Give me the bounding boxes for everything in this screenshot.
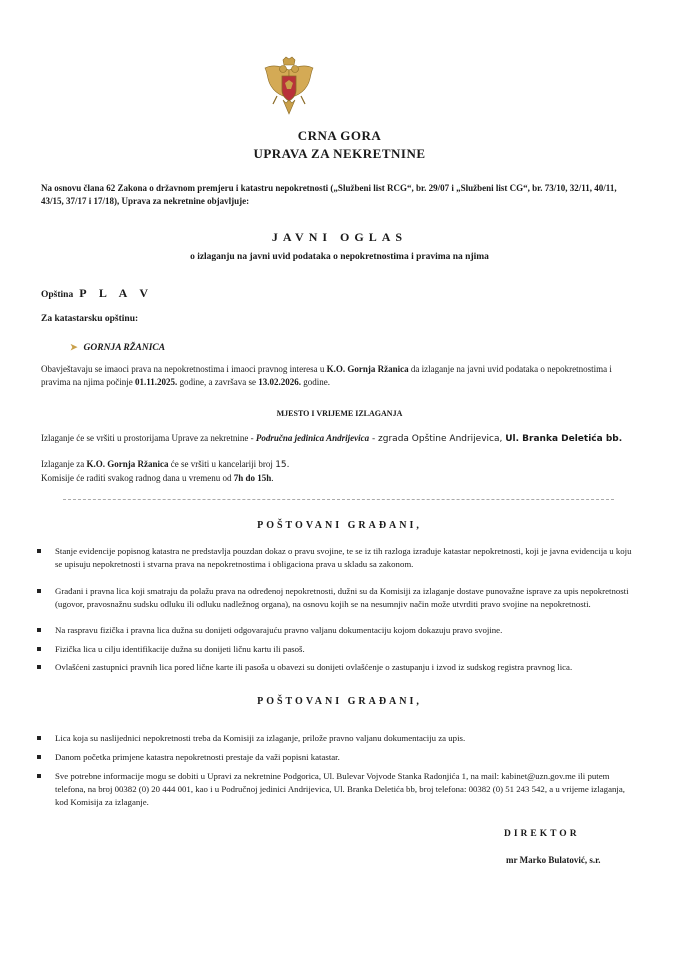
cadastral-name: GORNJA RŽANICA bbox=[83, 343, 166, 353]
location-line-3 bbox=[41, 472, 639, 485]
municipality-label: Opština bbox=[41, 290, 74, 300]
bullet-icon bbox=[37, 665, 41, 669]
municipality-name: P L A V bbox=[79, 286, 154, 300]
double-headed-eagle-icon bbox=[263, 56, 315, 118]
location-text-2c: će se vršiti u kancelariji broj bbox=[168, 459, 276, 469]
location-text-2a: Izlaganje za bbox=[41, 459, 87, 469]
location-heading: MJESTO I VRIJEME IZLAGANJA bbox=[276, 409, 403, 418]
announcement-text-2: da izlaganje na javni uvid podataka o nepokretnostima i pravima na njima počinje bbox=[41, 364, 612, 387]
start-date: 01.11.2025. bbox=[134, 377, 178, 387]
bullet-icon bbox=[37, 736, 41, 740]
section-divider bbox=[63, 499, 614, 500]
country-title: CRNA GORA bbox=[297, 128, 382, 143]
announcement-paragraph bbox=[41, 363, 639, 389]
announcement-text-4: godine. bbox=[300, 377, 330, 387]
location-text-3a: Komisije će raditi svakog radnog dana u vremenu od bbox=[41, 473, 234, 483]
bullet-icon bbox=[37, 589, 41, 593]
signature-name: mr Marko Bulatović, s.r. bbox=[506, 855, 601, 865]
location-unit: Područna jedinica Andrijevica bbox=[255, 433, 370, 443]
office-number: 15. bbox=[275, 460, 290, 470]
bullet-icon bbox=[37, 647, 41, 651]
end-date: 13.02.2026. bbox=[258, 377, 301, 387]
section2-heading: POŠTOVANI GRAĐANI, bbox=[257, 696, 422, 707]
working-hours: 7h do 15h bbox=[233, 473, 272, 483]
signature-title: DIREKTOR bbox=[504, 829, 580, 839]
bullet-icon bbox=[37, 774, 41, 778]
legal-basis-paragraph: Na osnovu člana 62 Zakona o državnom premjeru i katastru nepokretnosti („Službeni list RCG“, br. 29/07 i „Službeni list CG“, br. 73/10, 32/11, 40/11, 43/15, 37/17 i 17/18), Uprava za nekretnine objavljuje: bbox=[41, 183, 617, 206]
bullet-icon bbox=[37, 549, 41, 553]
notice-subtitle: o izlaganju na javni uvid podataka o nepokretnostima i pravima na njima bbox=[190, 252, 489, 262]
announcement-text-3: godine, a završava se bbox=[177, 377, 259, 387]
announcement-text-1: Obavještavaju se imaoci prava na nepokretnostima i imaoci pravnog interesa u bbox=[41, 364, 327, 374]
location-street: Ul. Branka Deletića bb. bbox=[505, 434, 623, 444]
cadastral-label: Za katastarsku opštinu: bbox=[41, 314, 139, 324]
location-text-1a: Izlaganje će se vršiti u prostorijama Uprave za nekretnine - bbox=[41, 433, 256, 443]
municipality-line bbox=[41, 286, 153, 301]
location-text-3c: . bbox=[271, 473, 274, 483]
coat-of-arms-emblem bbox=[263, 56, 315, 118]
institution-title: UPRAVA ZA NEKRETNINE bbox=[253, 146, 426, 161]
bullet-icon bbox=[37, 628, 41, 632]
notice-title: JAVNI OGLAS bbox=[271, 230, 408, 244]
cadastral-municipality-item bbox=[70, 342, 165, 353]
bullet-icon bbox=[37, 755, 41, 759]
section1-heading: POŠTOVANI GRAĐANI, bbox=[257, 520, 422, 531]
location-line-1 bbox=[41, 432, 639, 446]
location-text-1c: - zgrada Opštine Andrijevica, bbox=[369, 434, 506, 444]
document-page: CRNA GORA UPRAVA ZA NEKRETNINE Na osnovu člana 62 Zakona o državnom premjeru i katastru nepokretnosti („Službeni list RCG“, br. 29/07 i „Službeni list CG“, br. 73/10, 32/11, 40/11, 43/15, 37/17 i 17/18), Uprava za nekretnine objavljuje: JAVNI OGLAS o izlaganju na javni uvid podataka o nepokretnostima i pravima na njima Opština P L A V Za katastarsku opštinu: ➤ GORNJA RŽANICA Obavještavaju se imaoci prava na nepokretnostima i imaoci pravnog interesa u K.O. Gornja Ržanica da izlaganje na javni uvid podataka o nepokretnostima i pravima na njima počinje 01.11.2025. godine, a završava se 13.02.2026. godine. MJESTO I VRIJEME IZLAGANJA Izlaganje će se vršiti u prostorijama Uprave za nekretnine - Područna jedinica Andrijevica - zgrada Opštine Andrijevica, Ul. Branka Deletića bb. Izlaganje za K.O. Gornja Ržanica će se vršiti u kancelariji broj 15. Komisije će raditi svakog radnog dana u vremenu od 7h do 15h. POŠTOVANI GRAĐANI, Stanje evidencije popisnog katastra ne predstavlja pouzdan dokaz o pravu svojine, te se iz tih razloga izrađuje katastar nepokretnosti, koji je javna evidencija u koju se upisuju nepokretnosti i stvarna prava na nepokretnostima i obligaciona prava u skladu sa zakonom. Građani i pravna lica koji smatraju da polažu prava na određenoj nepokretnosti, dužni su da Komisiji za izlaganje dostave punovažne isprave za upis nepokretnosti (ugovor, pravosnažnu sudsku odluku ili odluku nadležnog organa), na osnovu kojih se na nesumnjiv način može utvrditi pravo svojine na nepokretnosti. Na raspravu fizička i pravna lica dužna su donijeti odgovarajuću pravno valjanu dokumentaciju kojom dokazuju pravo svojine. Fizička lica u cilju identifikacije dužna su donijeti ličnu kartu ili pasoš. Ovlašćeni zastupnici pravnih lica pored lične karte ili pasoša u obavezi su donijeti ovlašćenje o zastupanju i izvod iz sudskog registra pravnog lica. POŠTOVANI GRAĐANI, Lica koja su naslijednici nepokretnosti treba da Komisiji za izlaganje, prilože pravno valjanu dokumentaciju za upis. Danom početka primjene katastra nepokretnosti prestaje da važi popisni katastar. Sve potrebne informacije mogu se dobiti u Upravi za nekretnine Podgorica, Ul. Bulevar Vojvode Stanka Radonjića 1, na mail: kabinet@uzn.gov.me ili putem telefona, na broj 00382 (0) 20 444 001, kao i u Područnoj jedinici Andrijevica, Ul. Branka Deletića bb, broj telefona: 00382 (0) 51 243 542, a u vrijeme izlaganja, kod Komisija za izlaganje. DIREKTOR mr Marko Bulatović, s.r. bbox=[0, 0, 679, 960]
location-ko: K.O. Gornja Ržanica bbox=[86, 459, 169, 469]
announcement-ko: K.O. Gornja Ržanica bbox=[326, 364, 409, 374]
location-line-2 bbox=[41, 458, 639, 472]
arrow-bullet-icon: ➤ bbox=[70, 342, 78, 352]
